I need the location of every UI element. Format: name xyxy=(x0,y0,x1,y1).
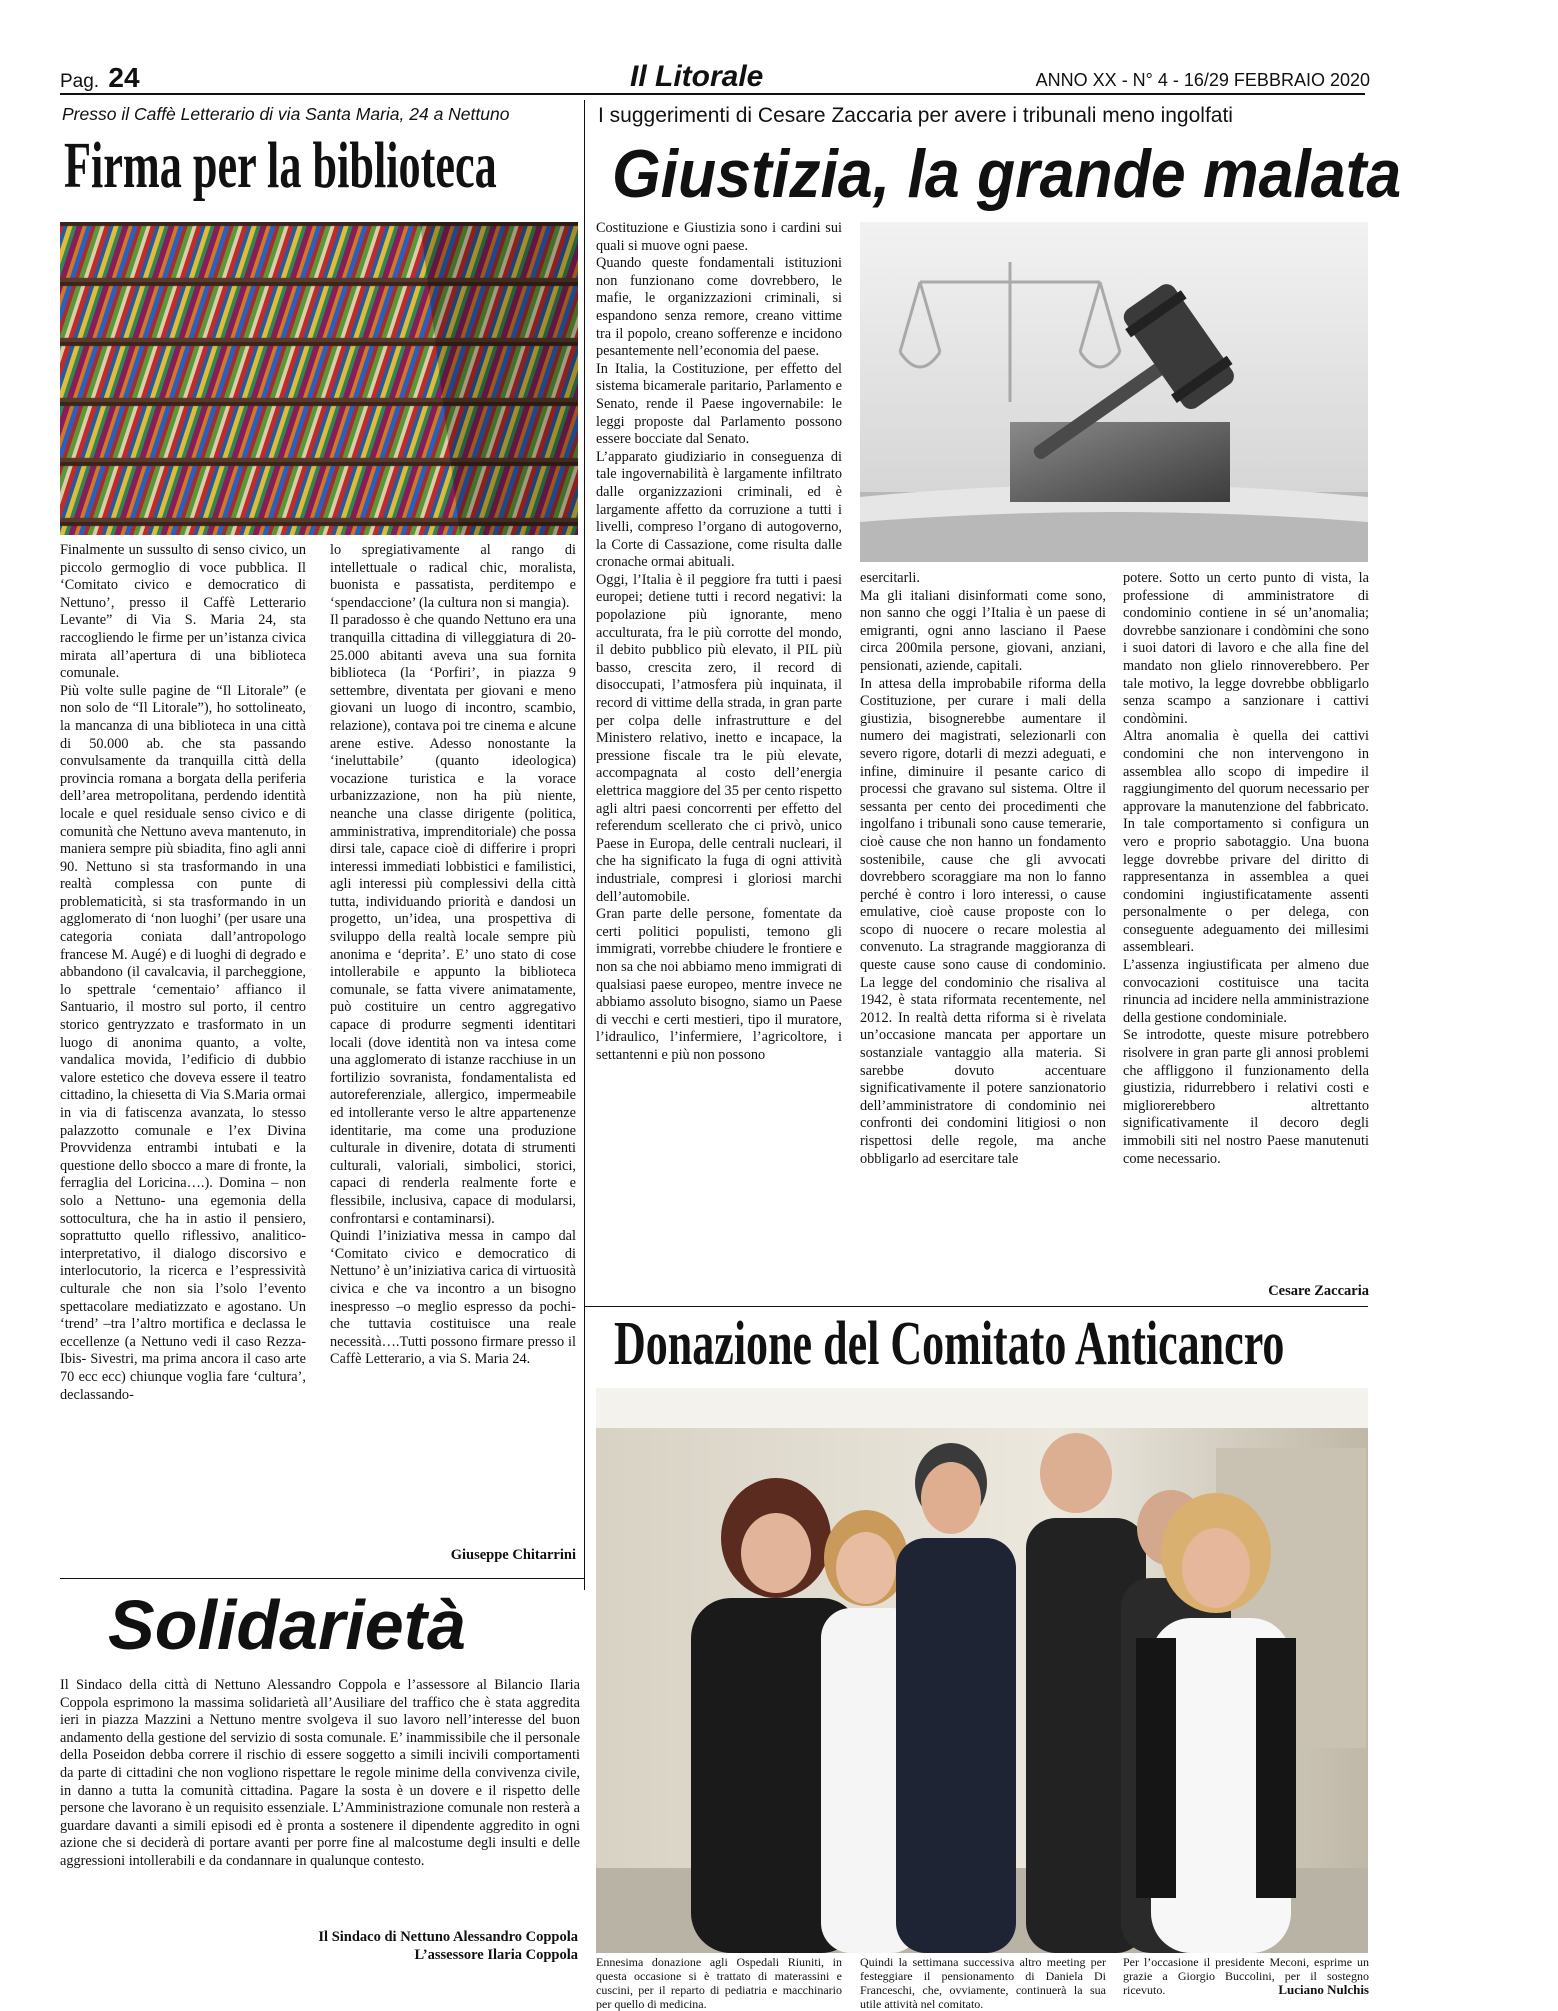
donazione-title-text: Donazione del Comitato Anticancro xyxy=(614,1310,1285,1378)
issue-info: ANNO XX - N° 4 - 16/29 FEBBRAIO 2020 xyxy=(1035,70,1370,90)
giustizia-col1 xyxy=(596,220,842,1300)
giustizia-col3-p1: potere. Sotto un certo punto di vista, la professione di amministratore di condominio contiene in sé un’anomalia; dovrebbe sanzionare i condòmini che sono i suoi datori di lavoro e che alla fine del mandato non glielo rinnoverebbero. Per tale motivo, la legge dovrebbe obbligarlo senza scampo a sanzionare i cattivi condòmini. xyxy=(1123,570,1369,727)
giustizia-col1-p3: In Italia, la Costituzione, per effetto del sistema bicamerale paritario, Parlamento e Senato, rende il Paese ingovernabile: le leggi proposte dal Parlamento possono essere bocciate dal Senato. xyxy=(596,360,842,448)
donazione-col3: Per l’occasione il presidente Meconi, esprime un grazie a Giorgio Buccolini, per il sostegno ricevuto. xyxy=(1123,1955,1369,1997)
donazione-signature: Luciano Nulchis xyxy=(1278,1982,1369,1997)
biblioteca-title-text: Firma per la biblioteca xyxy=(64,129,497,202)
biblioteca-signature: Giuseppe Chitarrini xyxy=(450,1547,576,1563)
column-divider xyxy=(584,100,585,1590)
page-number: 24 xyxy=(108,62,140,93)
biblioteca-col2-p3: Quindi l’iniziativa messa in campo dal ‘Comitato civico e democratico di Nettuno’ è un’iniziativa carica di virtuosità civica e che va incontro a un bisogno inespresso –o meglio espresso da pochi- che tuttavia costituisce una reale necessità….Tutti possono firmare presso il Caffè Letterario, a via S. Maria 24. xyxy=(330,1228,576,1368)
donazione-col1: Ennesima donazione agli Ospedali Riuniti, in questa occasione si è trattato di materassini e cuscini, per il reparto di pediatria e macchinario per quello di medicina. xyxy=(596,1955,842,2011)
biblioteca-col2-p2: Il paradosso è che quando Nettuno era una tranquilla cittadina di villeggiatura di 20-25.000 abitanti aveva una sua fornita biblioteca (la ‘Porfiri’, in piazza 9 settembre, diventata per giovani e meno giovani un luogo di incontro, scambio, relazione), contava poi tre cinema e alcune arene estive. Adesso nonostante la ‘ineluttabile’ (quanto ideologica) vocazione turistica e la vorace urbanizzazione, non ha più niente, neanche una classe dirigente (politica, amministrativa, imprenditoriale) che possa dirsi tale, capace cioè di differire i propri interessi immediati lobbistici e familistici, agli interessi più complessivi della città tutta, individuando priorità e dandosi un progetto, un’idea, una prospettiva di sviluppo della realtà locale sempre più anonima e ‘deprita’. E’ uno stato di cose intollerabile e appunto la biblioteca comunale, se fatta vivere animatamente, può costituire un centro aggregativo capace di produrre segmenti identitari locali (dove identità non va intesa come una agglomerato di istanze racchiuse in un fortilizio sovranista, fondamentalista ed autoreferenziale, allergico, impermeabile ed intollerante verso le altre appartenenze identitarie, ma come una produzione culturale in divenire, dotata di strumenti culturali, valoriali, simbolici, storici, capaci di renderla realmente forte e flessibile, inclusiva, capace di modularsi, confrontarsi e contaminarsi). xyxy=(330,612,576,1227)
biblioteca-col2 xyxy=(330,542,576,1537)
giustizia-title-text: Giustizia, la grande malata xyxy=(612,136,1402,212)
giustizia-col3 xyxy=(1123,570,1369,1282)
solidarieta-title: Solidarietà xyxy=(108,1586,466,1664)
page-label-text: Pag. xyxy=(60,71,100,92)
group-photo xyxy=(596,1388,1368,1953)
giustizia-title xyxy=(612,135,1402,215)
solidarieta-signature-1: Il Sindaco di Nettuno Alessandro Coppola xyxy=(318,1929,578,1945)
donazione-top-rule xyxy=(584,1306,1368,1307)
solidarieta-text: Il Sindaco della città di Nettuno Alessandro Coppola e l’assessore al Bilancio Ilaria Coppola esprimono la massima solidarietà all’Ausiliare del traffico che è stata aggredita ieri in piazza Mazzini a Nettuno mentre svolgeva il suo lavoro nell’interesse del buon andamento della gestione del servizio di sosta comunale. E’ inammissibile che il personale della Poseidon debba correre il rischio di essere soggetto a simili incivili comportamenti da parte di cittadini che non vogliono rispettare le regole minime della convivenza civile, in danno a tutta la comunità cittadina. Pagare la sosta è un dovere e il rispetto delle persone che lavorano è un requisito essenziale. L’Amministrazione comunale non resterà a guardare davanti a simili episodi ed è pronta a sostenere il dipendente aggredito in ogni azione che si deciderà di portare avanti per porre fine al malcostume degli insulti e delle aggressioni intollerabili e da condannare in qualunque contesto. xyxy=(60,1677,580,1869)
page-label xyxy=(60,62,140,94)
giustizia-col3-p4: Se introdotte, queste misure potrebbero risolvere in gran parte gli annosi problemi che affliggono il funzionamento della giustizia, ridurrebbero i relativi costi e migliorerebbero altrettanto significativamente il decoro degli immobili siti nel nostro Paese manutenuti come necessario. xyxy=(1123,1027,1369,1167)
donazione-title xyxy=(614,1310,1374,1378)
masthead: Il Litorale xyxy=(630,60,764,93)
giustizia-col1-p1: Costituzione e Giustizia sono i cardini sui quali si muove ogni paese. xyxy=(596,220,842,254)
giustizia-col2-p1: esercitarli. xyxy=(860,570,920,586)
giustizia-col3-p2: Altra anomalia è quella dei cattivi condomini che non intervengono in assemblea allo scopo di impedire il raggiungimento del quorum necessario per approvare la manutenzione del fabbricato. In tale comportamento si configura un vero e proprio sabotaggio. Una buona legge dovrebbe privare del diritto di rappresentanza in assemblea a quei condomini ingiustificatamente assenti personalmente o per delega, con conseguente adeguamento dei millesimi assembleari. xyxy=(1123,728,1369,956)
bookshelf-photo xyxy=(60,222,578,535)
solidarieta-top-rule xyxy=(60,1578,584,1579)
biblioteca-title xyxy=(64,130,584,202)
header-rule xyxy=(60,93,1365,95)
donazione-col2: Quindi la settimana successiva altro meeting per festeggiare il pensionamento di Daniela Di Franceschi, che, ovviamente, continuerà la sua utile attività nel comitato. xyxy=(860,1955,1106,2011)
giustizia-col3-p3: L’assenza ingiustificata per almeno due convocazioni costituisce una tacita rinuncia ad incidere nella amministrazione della gestione condominiale. xyxy=(1123,957,1369,1026)
biblioteca-col1 xyxy=(60,542,306,1552)
giustizia-col2 xyxy=(860,570,1106,1300)
giustizia-kicker: I suggerimenti di Cesare Zaccaria per avere i tribunali meno ingolfati xyxy=(598,104,1233,127)
giustizia-col1-p5: Oggi, l’Italia è il peggiore fra tutti i paesi europei; detiene tutti i record negativi: la popolazione più ignorante, meno acculturata, fra le più corrotte del mondo, il debito pubblico più elevato, il PIL più basso, crescita zero, il record di disoccupati, l’atmosfera più inquinata, il record di vittime della strada, in gran parte per colpa delle infrastrutture e del Ministero relativo, inetto e incapace, la pressione fiscale tra le più elevate, accompagnata al costo dell’energia elettrica maggiore del 35 per cento rispetto agli altri paesi concorrenti per effetto del referendum scellerato che ci privò, unico Paese in Europa, delle centrali nucleari, il che ha significato la fuga di ogni attività industriale, compresi i gloriosi marchi dell’automobile. xyxy=(596,571,842,905)
biblioteca-col1-p2: Più volte sulle pagine de “Il Litorale” (e non solo de “Il Litorale”), ho sottolineato, la mancanza di una biblioteca in una città di 50.000 ab. che sta passando convulsamente da tranquilla città della provincia romana a borgata della periferia dell’area metropolitana, perdendo identità locale e quel residuale senso civico e di comunità che Nettuno aveva mantenuto, in maniera sempre più sbiadita, fino agli anni 90. Nettuno si sta trasformando in una realtà complessa con punte di problematicità, si sta trasformando in un agglomerato di ‘non luoghi’ (per usare una categoria coniata dall’antropologo francese M. Augé) e di luoghi di degrado e abbandono (il cavalcavia, il parcheggione, lo spettrale ‘cementaio’ affianco il Santuario, il mostro sul porto, il centro storico gentryzzato e trasformato in un luogo di anonima quanto, a volte, vandalica movida, l’edificio di dubbio valore estetico che doveva essere il teatro cittadino, la chiesetta di Via S.Maria ormai in via di fatiscenza avanzata, lo stesso palazzotto comunale e l’ex Divina Provvidenza entrambi intubati e la questione dello sbocco a mare di fronte, la ferraglia del Loricina….). Domina – non solo a Nettuno- una egemonia della sottocultura, che ha in astio il pensiero, soprattutto quello riflessivo, analitico-interpretativo, il dialogo discorsivo e interlocutorio, la ricerca e l’espressività culturale che non sia l’solo l’evento spettacolare mediatizzato e agostano. Un ‘trend’ –tra l’altro mortifica e declassa le eccellenze (a Nettuno vedi il caso Rezza-Ibis- Sivestri, ma prima ancora il caso arte 70 ecc ecc) chiunque voglia fare ‘cultura’, declassando- xyxy=(60,682,306,1403)
biblioteca-kicker: Presso il Caffè Letterario di via Santa Maria, 24 a Nettuno xyxy=(62,104,510,124)
giustizia-col1-p4: L’apparato giudiziario in conseguenza di tale ingovernabilità è largamente infiltrato dalle organizzazioni criminali, ed è largamente affetto da corruzione a tutti i livelli, compreso l’organo di autogoverno, la Corte di Cassazione, come risulta dalle cronache ormai abituali. xyxy=(596,448,842,571)
giustizia-col1-p6: Gran parte delle persone, fomentate da certi politici populisti, temono gli immigrati, vorrebbe chiudere le frontiere e non sa che noi abbiamo meno immigrati di qualsiasi paese europeo, mentre invece ne abbiamo assoluto bisogno, siamo un Paese di vecchi e certi mestieri, tipo il muratore, l’idraulico, l’infermiere, l’agricoltore, i settantenni e più non possono xyxy=(596,906,842,1063)
giustizia-signature: Cesare Zaccaria xyxy=(1268,1283,1369,1299)
biblioteca-col2-p1: lo spregiativamente al rango di intellettuale o radical chic, moralista, buonista e passatista, perditempo e ‘spendaccione’ (la cultura non si mangia). xyxy=(330,542,576,611)
gavel-photo xyxy=(860,222,1368,562)
biblioteca-col1-p1: Finalmente un sussulto di senso civico, un piccolo germoglio di voce pubblica. Il ‘Comitato civico e democratico di Nettuno’, presso il Caffè Letterario Levante” di Via S. Maria 24, sta raccogliendo le firme per un’istanza civica mirata all’apertura di una biblioteca comunale. xyxy=(60,542,306,682)
giustizia-col1-p2: Quando queste fondamentali istituzioni non funzionano come dovrebbero, le mafie, le organizzazioni criminali, si espandono senza remore, creano vittime tra il popolo, creano sofferenze e incidono pesantemente nell’economia del paese. xyxy=(596,255,842,360)
solidarieta-signature-2: L’assessore Ilaria Coppola xyxy=(414,1947,578,1963)
giustizia-col2-p2: Ma gli italiani disinformati come sono, non sanno che oggi l’Italia è un paese di emigranti, ogni anno lasciano il Paese circa 200mila persone, giovani, anziani, pensionati, aziende, capitali. xyxy=(860,587,1106,674)
giustizia-col2-p3: In attesa della improbabile riforma della Costituzione, per curare i mali della giustizia, bisognerebbe aumentare il numero dei magistrati, selezionarli con severo rigore, dotarli di mezzi adeguati, e infine, diminuire il pesante carico di processi che gravano sul sistema. Oltre il sessanta per cento dei procedimenti che ingolfano i tribunali sono cause temerarie, cioè cause che non hanno un fondamento sostenibile, cause che gli avvocati dovrebbero scoraggiare ma non lo fanno perché è contro i loro interessi, o cause emulative, cioè cause proposte con lo scopo di nuocere o recare molestia al convenuto. La stragrande maggioranza di queste cause sono cause di condominio. La legge del condominio che risaliva al 1942, è stata riformata recentemente, nel 2012. In realtà detta riforma si è rivelata un’occasione mancata per apportare un sostanziale vantaggio alla materia. Si sarebbe dovuto accentuare significativamente il potere sanzionatorio dell’amministratore di condominio nei confronti dei condomini litigiosi o non rispettosi delle regole, ma anche obbligarlo ad esercitare tale xyxy=(860,675,1106,1167)
